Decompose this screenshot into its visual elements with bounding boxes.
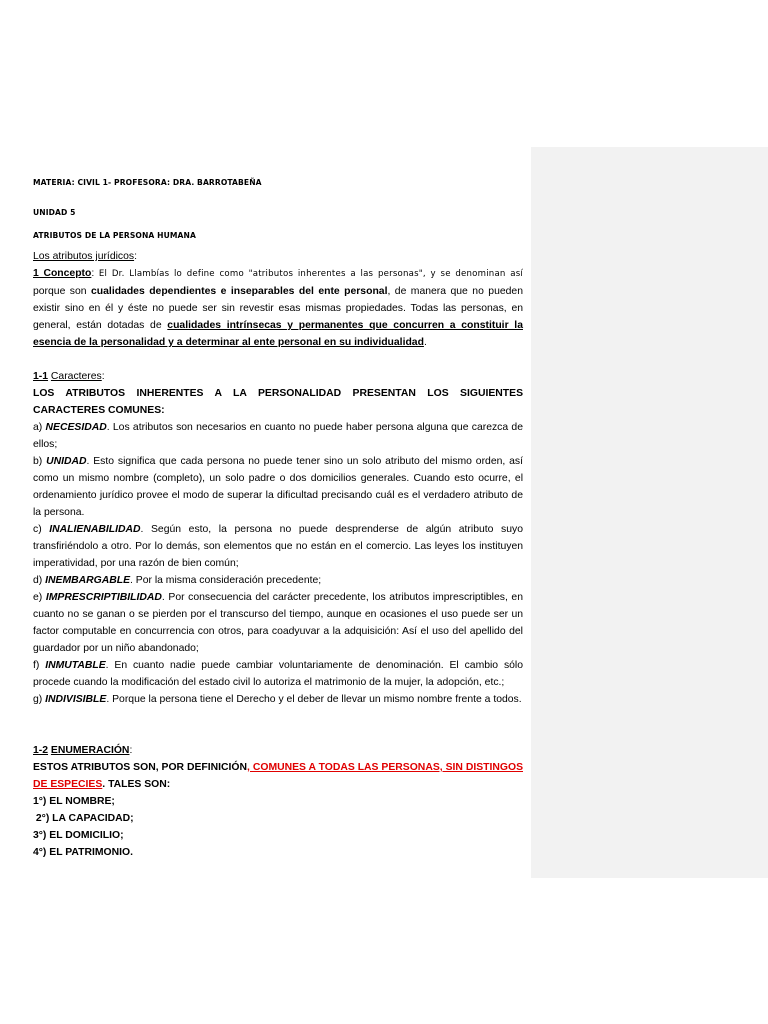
- concepto-paragraph: 1 Concepto: El Dr. Llambías lo define como "atributos inherentes a las personas", y se denominan así porque son cualidades dependientes e inseparables del ente personal, de manera que no pueden existir sino en él y éste no puede ser sin revestir esas mismas propiedades. Todas las personas, en general, están dotadas de cualidades intrínsecas y permanentes que concurren a constituir la esencia de la personalidad y a determinar al ente personal en su individualidad.: [33, 268, 524, 348]
- caracter-prefix: c): [33, 524, 50, 535]
- enumeracion-item: 1°) EL NOMBRE;: [33, 796, 115, 807]
- caracter-prefix: a): [33, 422, 46, 433]
- caracter-prefix: e): [33, 592, 46, 603]
- caracter-text: . Los atributos son necesarios en cuanto no puede haber persona alguna que carezca de ellos;: [33, 422, 523, 450]
- caracteres-heading: LOS ATRIBUTOS INHERENTES A LA PERSONALIDAD PRESENTAN LOS SIGUIENTES CARACTERES COMUNES:: [33, 388, 523, 416]
- enumeracion-item: 4°) EL PATRIMONIO.: [33, 847, 133, 858]
- enumeracion-heading-line: 1-2 ENUMERACIÓN:: [33, 745, 133, 756]
- caracter-term: IMPRESCRIPTIBILIDAD: [45, 592, 162, 603]
- caracteres-list: [33, 419, 523, 708]
- comment-pane: [531, 147, 768, 878]
- enumeracion-list: [33, 793, 523, 861]
- blank-line: [33, 351, 523, 368]
- concepto-end: .: [423, 337, 427, 348]
- concepto-label: 1 Concepto: [33, 268, 92, 279]
- atributos-heading-line: Los atributos jurídicos:: [33, 251, 137, 262]
- section-title: ATRIBUTOS DE LA PERSONA HUMANA: [33, 231, 196, 240]
- caracter-text: . En cuanto nadie puede cambiar voluntariamente de denominación. El cambio sólo procede cuando la modificación del estado civil lo autoriza el matrimonio de la mujer, la adopción, etc.;: [33, 660, 524, 688]
- caracter-text: . Esto significa que cada persona no puede tener sino un solo atributo del mismo orden, así como un mismo nombre (completo), un solo padre o dos domicilios generales. Cuando esto ocurre, el ordenamiento jurídico provee el modo de superar la dificultad precisando cuál es el verdadero atributo de la persona.: [33, 456, 523, 518]
- caracter-text: . Por la misma consideración precedente;: [130, 575, 322, 586]
- materia-heading: MATERIA: CIVIL 1- PROFESORA: DRA. BARROTABEÑA: [33, 178, 262, 187]
- enumeracion-section: [33, 742, 523, 861]
- caracter-term: NECESIDAD: [45, 422, 107, 433]
- caracter-text: . Porque la persona tiene el Derecho y el deber de llevar un mismo nombre frente a todos.: [106, 694, 522, 705]
- caracter-item: [33, 691, 523, 708]
- caracter-item: [33, 453, 523, 521]
- caracter-item: [33, 572, 523, 589]
- enumeracion-item: 3°) EL DOMICILIO;: [33, 830, 124, 841]
- caracter-term: INEMBARGABLE: [45, 575, 130, 586]
- caracteres-label: Caracteres: [50, 371, 102, 382]
- caracter-term: INALIENABILIDAD: [49, 524, 141, 535]
- caracter-prefix: f): [33, 660, 46, 671]
- enumeracion-heading: [33, 759, 523, 793]
- concepto-intro: El Dr. Llambías lo define como "atributos inherentes a las personas", y se denominan así: [98, 269, 524, 279]
- concepto-text-1: porque son: [33, 286, 92, 297]
- caracter-text: . Por consecuencia del carácter precedente, los atributos imprescriptibles, en cuanto no se ganan o se pierden por el transcurso del tiempo, aunque en ocasiones el uso puede ser un factor computable en concurrencia con otros, para coadyuvar a la adquisición: Así el uso del apellido del guardador por un niño abandonado;: [33, 592, 523, 654]
- concepto-bold-1: cualidades dependientes e inseparables del ente personal: [91, 286, 388, 297]
- enumeracion-num: 1-2: [33, 745, 49, 756]
- unidad-heading: UNIDAD 5: [33, 208, 76, 217]
- caracter-item: [33, 657, 523, 691]
- caracter-prefix: d): [33, 575, 46, 586]
- enumeracion-heading-start: ESTOS ATRIBUTOS SON, POR DEFINICIÓN: [33, 762, 248, 773]
- caracter-prefix: b): [33, 456, 47, 467]
- enumeracion-item: 2°) LA CAPACIDAD;: [33, 813, 134, 824]
- atributos-heading: Los atributos jurídicos: [33, 251, 135, 262]
- document-body: [33, 248, 523, 708]
- caracter-term: INMUTABLE: [45, 660, 106, 671]
- enumeracion-heading-end: . TALES SON:: [102, 779, 171, 790]
- enumeracion-label: ENUMERACIÓN: [50, 745, 130, 756]
- concepto-bold-2: cualidades intrínsecas y permanentes que concurren a constituir la esencia de la personalidad y a determinar al ente personal en su individualidad: [33, 320, 523, 348]
- caracter-term: UNIDAD: [46, 456, 87, 467]
- caracter-term: INDIVISIBLE: [45, 694, 107, 705]
- enumeracion-heading-red: , COMUNES A TODAS LAS PERSONAS, SIN DISTINGOS DE ESPECIES: [33, 762, 523, 790]
- concepto-text-2: , de manera que no pueden existir sino en él y éste no puede ser sin revestir esas mismas propiedades. Todas las personas, en general, están dotadas de: [33, 286, 523, 331]
- caracteres-num: 1-1: [33, 371, 49, 382]
- caracter-item: [33, 589, 523, 657]
- caracteres-heading-line: 1-1 Caracteres:: [33, 371, 105, 382]
- caracter-item: [33, 521, 523, 572]
- caracter-item: [33, 419, 523, 453]
- caracter-prefix: g): [33, 694, 46, 705]
- caracter-text: . Según esto, la persona no puede desprenderse de algún atributo suyo transfiriéndolo a otro. Por lo demás, son elementos que no están en el comercio. Las leyes los instituyen imperatividad, por una razón de bien común;: [33, 524, 523, 569]
